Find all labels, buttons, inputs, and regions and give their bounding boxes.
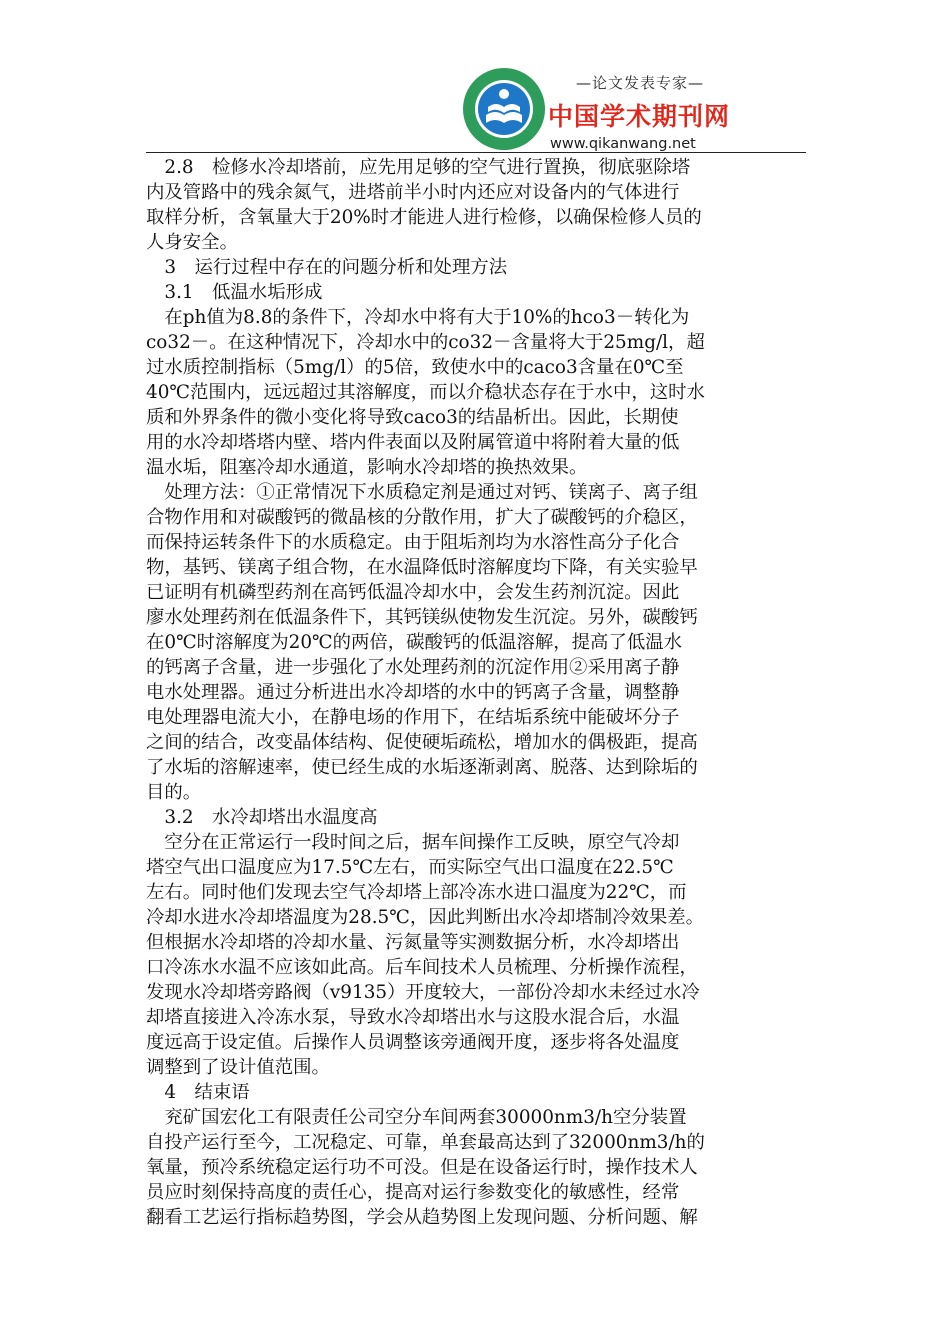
body-text-line: 了水垢的溶解速率，使已经生成的水垢逐渐剥离、脱落、达到除垢的 <box>146 757 698 778</box>
body-text-line: 合物作用和对碳酸钙的微晶核的分散作用，扩大了碳酸钙的介稳区， <box>146 507 698 528</box>
page-header <box>0 0 950 160</box>
body-text-line: 4 结束语 <box>146 1082 250 1103</box>
body-text-line: 电处理器电流大小，在静电场的作用下，在结垢系统中能破坏分子 <box>146 707 680 728</box>
body-text-line: 员应时刻保持高度的责任心，提高对运行参数变化的敏感性，经常 <box>146 1182 680 1203</box>
body-text-line: 但根据水冷却塔的冷却水量、污氮量等实测数据分析，水冷却塔出 <box>146 932 680 953</box>
body-text-line: 度远高于设定值。后操作人员调整该旁通阀开度，逐步将各处温度 <box>146 1032 680 1053</box>
body-text-line: 已证明有机磷型药剂在高钙低温冷却水中，会发生药剂沉淀。因此 <box>146 582 680 603</box>
body-text-line: 冷却水进水冷却塔温度为28.5℃，因此判断出水冷却塔制冷效果差。 <box>146 907 705 928</box>
body-text-line: 3 运行过程中存在的问题分析和处理方法 <box>146 257 508 278</box>
header-rule <box>146 152 806 153</box>
body-text-line: 的钙离子含量，进一步强化了水处理药剂的沉淀作用②采用离子静 <box>146 657 680 678</box>
body-text-line: 廖水处理药剂在低温条件下，其钙镁纵使物发生沉淀。另外，碳酸钙 <box>146 607 698 628</box>
body-text-line: 用的水冷却塔塔内壁、塔内件表面以及附属管道中将附着大量的低 <box>146 432 680 453</box>
body-text-line: 塔空气出口温度应为17.5℃左右，而实际空气出口温度在22.5℃ <box>146 857 674 878</box>
body-text-line: 温水垢，阻塞冷却水通道，影响水冷却塔的换热效果。 <box>146 457 588 478</box>
logo-slogan: —论文发表专家— <box>575 74 704 92</box>
body-text-line: 3.2 水冷却塔出水温度高 <box>146 807 378 828</box>
body-text-line: 内及管路中的残余氮气，进塔前半小时内还应对设备内的气体进行 <box>146 182 680 203</box>
body-text-line: 自投产运行至今，工况稳定、可靠，单套最高达到了32000nm3/h的 <box>146 1132 705 1153</box>
logo-url: www.qikanwang.net <box>550 136 696 152</box>
body-text-line: 调整到了设计值范围。 <box>146 1057 330 1078</box>
body-text-line: 质和外界条件的微小变化将导致caco3的结晶析出。因此，长期使 <box>146 407 679 428</box>
body-text-line: 过水质控制指标（5mg/l）的5倍，致使水中的caco3含量在0℃至 <box>146 357 684 378</box>
body-text-line: 之间的结合，改变晶体结构、促使硬垢疏松，增加水的偶极距，提高 <box>146 732 698 753</box>
body-text-line: 在ph值为8.8的条件下，冷却水中将有大于10%的hco3－转化为 <box>146 307 690 328</box>
body-text-line: 取样分析，含氧量大于20%时才能进人进行检修，以确保检修人员的 <box>146 207 702 228</box>
body-text-line: 口冷冻水水温不应该如此高。后车间技术人员梳理、分析操作流程， <box>146 957 698 978</box>
body-text-line: 兖矿国宏化工有限责任公司空分车间两套30000nm3/h空分装置 <box>146 1107 687 1128</box>
body-text-line: 人身安全。 <box>146 232 238 253</box>
body-text-line: 物，基钙、镁离子组合物，在水温降低时溶解度均下降，有关实验早 <box>146 557 698 578</box>
body-text-line: 氧量，预冷系统稳定运行功不可没。但是在设备运行时，操作技术人 <box>146 1157 698 1178</box>
body-text-line: 目的。 <box>146 782 202 803</box>
body-text-line: 翻看工艺运行指标趋势图，学会从趋势图上发现问题、分析问题、解 <box>146 1207 698 1228</box>
body-text-line: 发现水冷却塔旁路阀（v9135）开度较大，一部份冷却水未经过水冷 <box>146 982 700 1003</box>
body-text-line: 2.8 检修水冷却塔前，应先用足够的空气进行置换，彻底驱除塔 <box>146 157 691 178</box>
body-text-line: 处理方法：①正常情况下水质稳定剂是通过对钙、镁离子、离子组 <box>146 482 698 503</box>
document-body <box>146 155 806 1230</box>
logo-brand-name: 中国学术期刊网 <box>548 102 731 131</box>
body-text-line: 在0℃时溶解度为20℃的两倍，碳酸钙的低温溶解，提高了低温水 <box>146 632 683 653</box>
body-text-line: 空分在正常运行一段时间之后，据车间操作工反映，原空气冷却 <box>146 832 680 853</box>
body-text-line: 40℃范围内，远远超过其溶解度，而以介稳状态存在于水中，这时水 <box>146 382 705 403</box>
body-text-line: 3.1 低温水垢形成 <box>146 282 323 303</box>
body-text-line: 左右。同时他们发现去空气冷却塔上部冷冻水进口温度为22℃，而 <box>146 882 687 903</box>
qikanwang-logo-icon <box>462 67 546 151</box>
body-text-line: 却塔直接进入冷冻水泵，导致水冷却塔出水与这股水混合后，水温 <box>146 1007 680 1028</box>
body-text-line: 电水处理器。通过分析进出水冷却塔的水中的钙离子含量，调整静 <box>146 682 680 703</box>
body-text-line: co32－。在这种情况下，冷却水中的co32－含量将大于25mg/l，超 <box>146 332 705 353</box>
body-text-line: 而保持运转条件下的水质稳定。由于阻垢剂均为水溶性高分子化合 <box>146 532 680 553</box>
logo-text-block <box>548 72 748 152</box>
